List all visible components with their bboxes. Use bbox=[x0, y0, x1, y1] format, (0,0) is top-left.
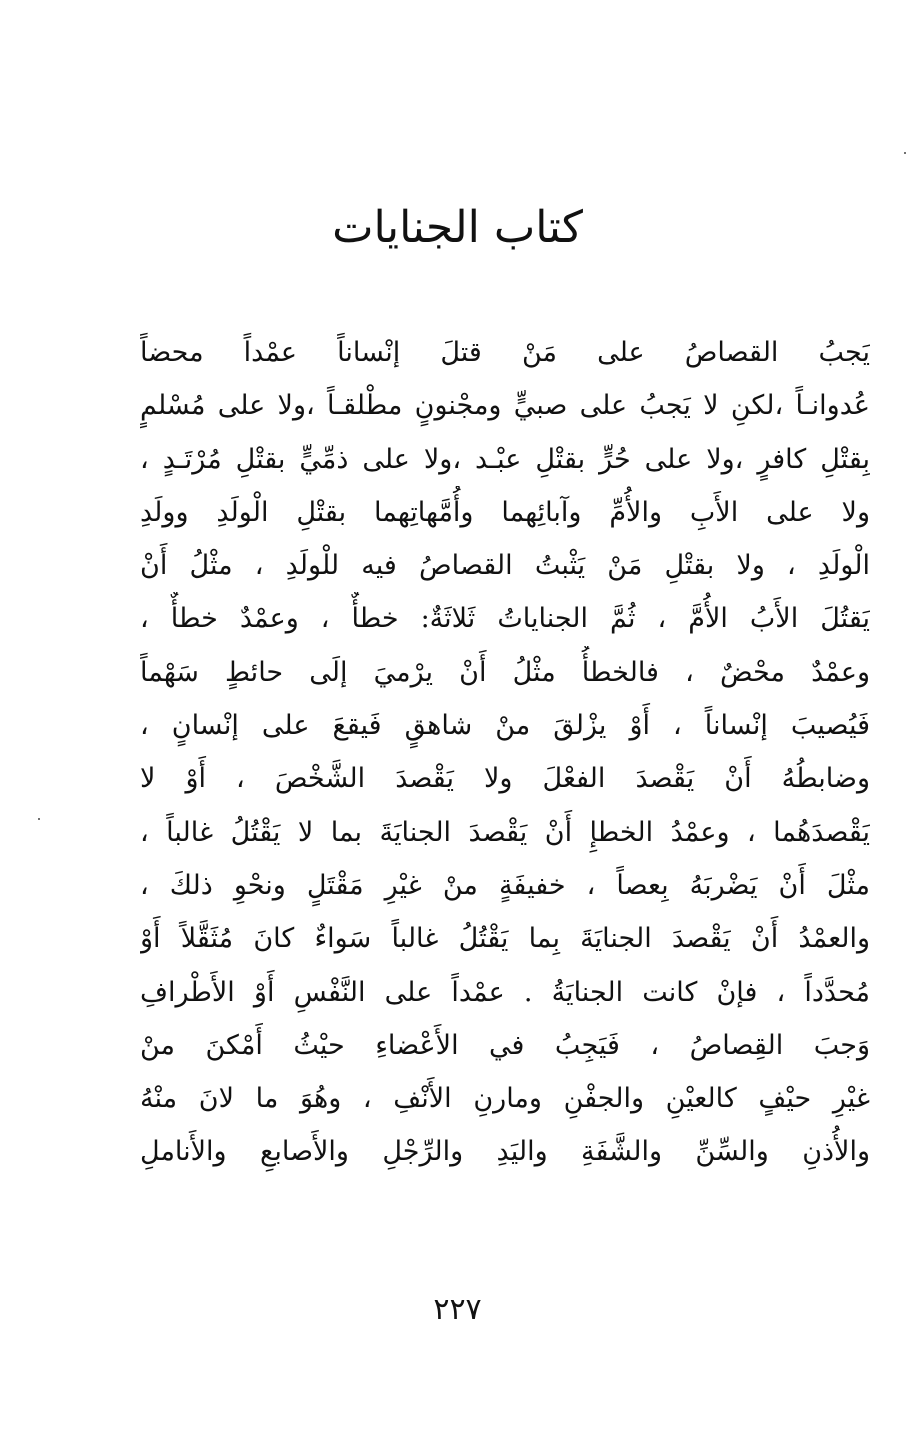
text-line: وعمْدٌ محْضٌ ، فالخطأُ مثْلُ أَنْ يرْميَ إلَى حائطٍ سَهْماً bbox=[140, 656, 870, 688]
chapter-title: كتاب الجنايات bbox=[332, 202, 583, 253]
text-line: وَجبَ القِصاصُ ، فَيَجِبُ في الأَعْضاءِ حيْثُ أَمْكنَ منْ bbox=[140, 1029, 870, 1061]
text-line: يَقتُلَ الأَبُ الأُمَّ ، ثُمَّ الجناياتُ ثَلاثَةٌ: خطأٌ ، وعمْدٌ خطأٌ ، bbox=[140, 603, 870, 635]
text-line: والأُذنِ والسِّنِّ والشَّفَةِ واليَدِ والرِّجْلِ والأَصابعِ والأَناملِ bbox=[140, 1136, 870, 1168]
text-line: فَيُصيبَ إنْساناً ، أَوْ يزْلقَ منْ شاهقٍ فَيقعَ على إنْسانٍ ، bbox=[140, 710, 870, 742]
text-line: يَجبُ القصاصُ على مَنْ قتلَ إنْساناً عمْداً محضاً bbox=[140, 337, 870, 368]
text-line: غيْرِ حيْفٍ كالعيْنِ والجفْنِ ومارنِ الأَنْفِ ، وهُوَ ما لانَ منْهُ bbox=[140, 1083, 870, 1115]
text-line: مُحدَّداً ، فإنْ كانت الجنايَةُ . عمْداً على النَّفْسِ أَوْ الأَطْرافِ bbox=[140, 976, 870, 1008]
scan-speck bbox=[904, 152, 906, 154]
text-line: وضابطُهُ أَنْ يَقْصدَ الفعْلَ ولا يَقْصدَ الشَّخْصَ ، أَوْ لا bbox=[140, 763, 870, 795]
text-line: بِقتْلِ كافرٍ ،ولا على حُرٍّ بقتْلِ عبْـد ،ولا على ذمِّيٍّ بقتْلِ مُرْتَـدٍ ، bbox=[140, 443, 870, 475]
body-text bbox=[140, 326, 870, 1179]
text-line: يَقْصدَهُما ، وعمْدُ الخطإِ أَنْ يَقْصدَ الجنايَةَ بما لا يَقْتُلُ غالباً ، bbox=[140, 816, 870, 848]
text-line: ولا على الأَبِ والأُمِّ وآبائِهما وأُمَّهاتِهما بقتْلِ الْولَدِ وولَدِ bbox=[140, 496, 870, 528]
text-line: والعمْدُ أَنْ يَقْصدَ الجنايَةَ بِما يَقْتُلُ غالباً سَواءٌ كانَ مُثَقَّلاً أَوْ bbox=[140, 923, 870, 955]
text-line: عُدوانـاً ،لكنِ لا يَجبُ على صبيٍّ ومجْنونٍ مطْلقـاً ،ولا على مُسْلمٍ bbox=[140, 390, 870, 422]
scan-speck bbox=[38, 818, 40, 820]
page-number: ٢٢٧ bbox=[433, 1292, 482, 1327]
text-line: الْولَدِ ، ولا بقتْلِ مَنْ يَثْبتُ القصاصُ فيه للْولَدِ ، مثْلُ أَنْ bbox=[140, 550, 870, 582]
text-line: مثْلَ أَنْ يَضْربَهُ بِعصاً ، خفيفَةٍ منْ غيْرِ مَقْتَلٍ ونحْوِ ذلكَ ، bbox=[140, 869, 870, 901]
